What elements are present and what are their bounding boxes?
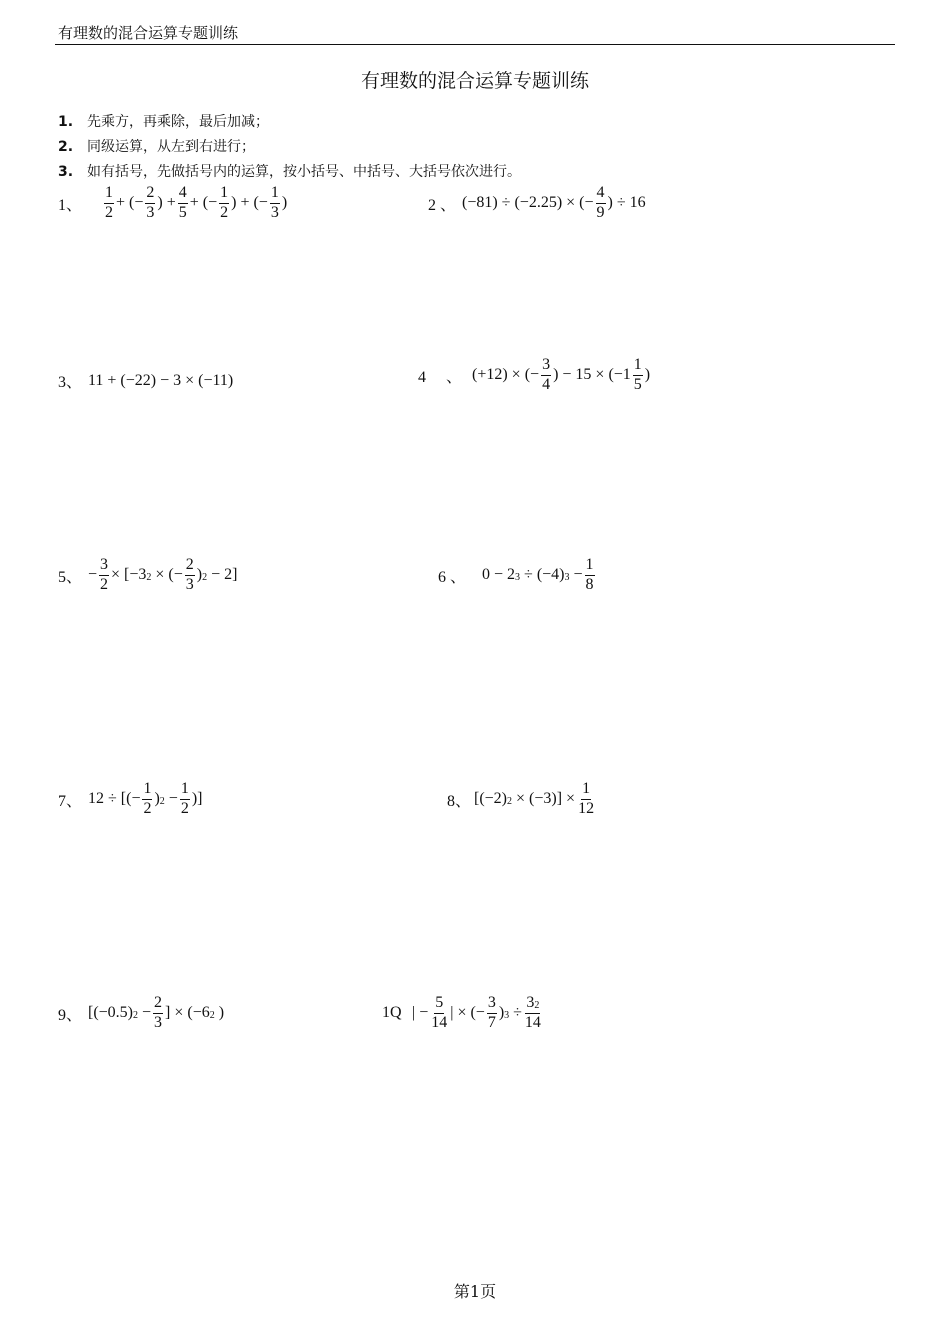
problem-7: 7、 12 ÷ [(− $\frac{1}{2}$ )$^2$ − $\frac{1}{2}$ )] xyxy=(58,780,203,817)
fraction: $\frac{3^2}{14}$ xyxy=(524,994,541,1031)
fraction: $\frac{1}{3}$ xyxy=(270,184,279,221)
problem-6: 6 、 $0 - 2^3 \div (-4)^3$ − $\frac{1}{8}$ xyxy=(438,556,594,593)
fraction: $\frac{1}{2}$ xyxy=(180,780,189,817)
fraction: $\frac{1}{5}$ xyxy=(633,356,642,393)
header-divider xyxy=(55,44,895,45)
fraction: $\frac{4}{9}$ xyxy=(596,184,605,221)
problem-8: 8、 $[(-2)^2 \times (-3)]$ × $\frac{1}{12}$ xyxy=(447,780,595,817)
problem-5: 5、 − $\frac{3}{2}$ × [$-3^2$ × (− $\frac{2}{3}$ )$^2$ − 2] xyxy=(58,556,238,593)
fraction: $\frac{1}{8}$ xyxy=(585,556,594,593)
fraction: $\frac{2}{3}$ xyxy=(154,994,163,1031)
page-number: 第1页 xyxy=(453,1282,497,1301)
problem-label: 7、 xyxy=(58,792,83,810)
rule-item xyxy=(58,136,255,156)
fraction: $\frac{2}{3}$ xyxy=(146,184,155,221)
problem-3: 3、 11 + (−22) − 3 × (−11) xyxy=(58,369,233,392)
rule-text: 同级运算，从左到右进行； xyxy=(87,139,255,155)
problem-4: 4 、 (+12) × (− $\frac{3}{4}$ ) − 15 × (−1 $\frac{1}{5}$ ) xyxy=(418,356,651,393)
problem-2: 2 、 (−81) ÷ (−2.25) × (− $\frac{4}{9}$ ) ÷ 16 xyxy=(428,184,646,221)
fraction: $\frac{3}{4}$ xyxy=(542,356,551,393)
problem-label: 4 、 xyxy=(418,368,463,386)
fraction: $\frac{1}{12}$ xyxy=(578,780,595,817)
problem-label: 9、 xyxy=(58,1006,83,1024)
rule-text: 如有括号，先做括号内的运算，按小括号、中括号、大括号依次进行。 xyxy=(87,164,521,180)
fraction: $\frac{1}{2}$ xyxy=(220,184,229,221)
problem-1: 1、 $\frac{1}{2}$ + (− $\frac{2}{3}$ ) + $\frac{4}{5}$ + (− $\frac{1}{2}$ ) + (− $\frac{1}{3}$ ) xyxy=(58,184,288,221)
rule-number: 2. xyxy=(58,139,74,155)
problem-label: 6 、 xyxy=(438,568,467,586)
fraction: $\frac{2}{3}$ xyxy=(185,556,194,593)
fraction: $\frac{1}{2}$ xyxy=(143,780,152,817)
page-title: 有理数的混合运算专题训练 xyxy=(360,70,589,92)
rule-number: 1. xyxy=(58,114,74,130)
fraction: $\frac{4}{5}$ xyxy=(178,184,187,221)
running-header: 有理数的混合运算专题训练 xyxy=(58,24,239,42)
problem-label: 5、 xyxy=(58,568,83,586)
fraction: $\frac{3}{2}$ xyxy=(100,556,109,593)
fraction: $\frac{3}{7}$ xyxy=(487,994,496,1031)
fraction: $\frac{5}{14}$ xyxy=(431,994,448,1031)
problem-label: 3、 xyxy=(58,374,83,391)
rule-item xyxy=(58,161,521,181)
rule-text: 先乘方，再乘除，最后加减； xyxy=(87,114,269,130)
problem-9: 9、 [$(-0.5)^2$ − $\frac{2}{3}$ ] × ($-6^2$ ) xyxy=(58,994,225,1031)
problem-10: 1Q | − $\frac{5}{14}$ | × (− $\frac{3}{7}$ )$^3$ ÷ $\frac{3^2}{14}$ xyxy=(382,994,541,1031)
rule-number: 3. xyxy=(58,164,74,180)
rule-item xyxy=(58,111,269,131)
problem-label: 1、 xyxy=(58,196,83,214)
problem-label: 8、 xyxy=(447,792,472,810)
problem-label: 2 、 xyxy=(428,196,457,214)
problem-label: 1Q xyxy=(382,1004,402,1022)
fraction: $\frac{1}{2}$ xyxy=(105,184,113,221)
